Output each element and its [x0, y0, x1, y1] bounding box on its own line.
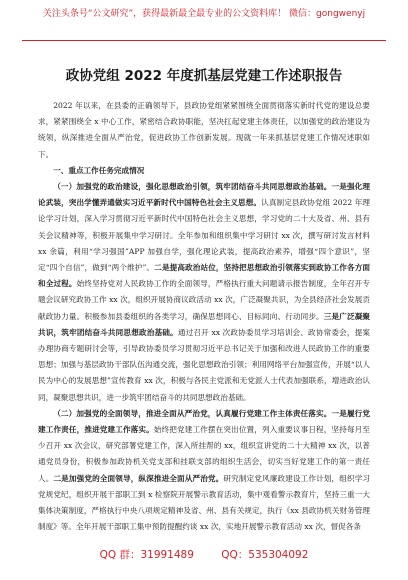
subsection-2-lead: 一是履行党建工作责任，推进党建工作落实。 — [38, 408, 370, 435]
header-banner — [0, 8, 408, 42]
intro-paragraph: 2022 年以来，在县委的正确领导下，县政协党组紧紧围绕全面贯彻落实新时代党的建设总要求，紧紧围绕全 x 中心工作，紧密结合政协职能，坚决扛起党建主体责任，以加强党的政治建设为统领，纵深推进全面从严治党，促进政协工作创新发展。现就一年来抓基层党建工作情况述职如下。 — [38, 101, 370, 159]
footer-contacts — [0, 547, 408, 562]
subsection-2-text-2: 研究制定党风廉政建设工作计划，组织学习党规党纪，组织开展干部职工到 x 检察院开展警示教育活动，集中观看警示教育片，坚持三重一大集体决策制度，严格执行中央八项规定精神及省、州、县有关规定，执行《xx 县政协机关财务管理制度》等。全年开展干部职工集中预防提醒约谈 xx 次，实地开展警示教育活动 xx 次，督促各条 — [38, 473, 371, 532]
footer-qq: QQ：535304092 — [221, 549, 309, 561]
subsection-1-title: （一）加强党的政治建设，强化思想政治引领，筑牢团结奋斗共同思想政治基础。 — [53, 182, 332, 192]
document-title: 政协党组 2022 年度抓基层党建工作述职报告 — [65, 68, 343, 84]
section-heading-1: 一、重点工作任务完成情况 — [53, 165, 145, 175]
subsection-2-lead-2: 二是加强党的全面领导，纵深推进全面从严治党。 — [53, 473, 224, 483]
subsection-2-title: （二）加强党的全面领导，推进全面从严治党，认真履行党建工作主体责任落实。 — [53, 408, 332, 418]
subsection-1-text-3: 通过召开 xx 次政协委员学习培训会、政协常委会，提案办理协商专题研讨会等，引导政协委员学习贯彻习近平总书记关于加强和改进人民政协工作的重要思想；加强与基层政协干部队伍沟通交流，强化思想政治引领；利用网络平台加强宣传，开展“以人民为中心的发展思想”宣传教育 xx 次，积极与各民主党派和无党派人士代表加强联系，增进政治认同，凝聚思想共识，进一步筑牢团结奋斗的共同思想政治基础。 — [38, 327, 371, 402]
subsection-1-lead-2: 二是提高政治站位，坚持把思想政治引领落实到政协工作各方面和全过程。 — [38, 263, 371, 289]
subsection-2-text: 始终把党建工作摆在突出位置，列入重要议事日程，坚持每月至少召开 xx 次会议，研究部署党建工作，深入所挂帮的 xx，组织宣讲党的二十大精神 xx 次，以普通党员身份，积极参加政协机关党支部和挂联支部的组织生活会，切实当好党建工作的第一责任人。 — [38, 425, 370, 483]
banner-text: 关注头条号“公文研究”，获得最新最全最专业的公文资料库！ 微信：gongwenyj — [42, 9, 366, 19]
footer-qq-group: QQ 群：31991489 — [99, 549, 194, 561]
subsection-1-lead-3: 三是广泛凝聚共识，筑牢团结奋斗共同思想政治基础。 — [38, 311, 371, 337]
banner-divider — [22, 40, 386, 41]
subsection-1-text-2: 始终坚持党对人民政协工作的全面领导，严格执行重大问题请示报告制度，全年召开专题会议研究政协工作 xx 次，组织开展协商议政活动 xx 次，广泛凝聚共识，为全县经济社会发展贡献政协力量。积极参加县委组织的各类学习，确保思想同心、目标同向、行动同步。 — [38, 279, 371, 321]
subsection-1-lead: 一是强化理论武装，突出学懂弄通做实习近平新时代中国特色社会主义思想。 — [38, 182, 370, 208]
subsection-2 — [38, 406, 370, 536]
subsection-1-text: 认真制定县政协党组 2022 年理论学习计划，深入学习贯彻习近平新时代中国特色社会主义思想，学习党的二十大及省、州、县有关会议精神等，积极开展集中学习研讨。全年参加和组织集中学习研讨 xx 次，撰写研讨发言材料 xx 余篇，利用“学习强国”APP 加强自学，强化理论武装，提高政治素养，增强“四个意识”，坚定“四个自信”，做到“两个维护”。 — [38, 198, 371, 273]
document-body — [38, 98, 370, 535]
subsection-1 — [38, 179, 370, 406]
